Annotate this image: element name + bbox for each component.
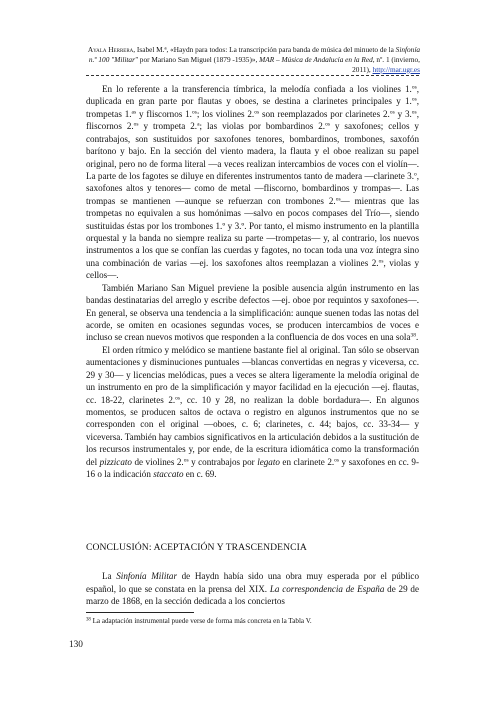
body-paragraph: En lo referente a la transferencia tímbrica, la melodía confiada a los violines 1.$^{os}$, duplicada en gran parte por flautas y oboes, se destina a clarinetes principales y 1.$^{os}$, trompetas 1.$^{as}$ y fliscornos 1.$^{os}$; los violines 2.$^{os}$ son reemplazados por clarinetes 2.$^{os}$ y 3.$^{os}$, fliscornos 2.$^{os}$ y trompeta 2.$^a$; las violas por bombardinos 2.$^{os}$ y saxofones; cellos y contrabajos, son sustituidos por saxofones tenores, bombardinos, trombones, saxofón barítono y bajo. En la sección del viento madera, la flauta y el oboe realizan su papel original, pero no de forma literal —a veces realizan intercambios de voces con el violín—. La parte de los fagotes se diluye en diferentes instrumentos tanto de madera —clarinete 3.$^o$, saxofones altos y tenores— como de metal —fliscorno, bombardinos y trompas—. Las trompas se mantienen —aunque se refuerzan con trombones 2.$^{os}$— mientras que las trompetas no equivalen a sus homónimas —salvo en pocos compases del Trío—, siendo sustituidas éstas por los trombones 1.º y 3.º. Por tanto, el mismo instrumento en la plantilla orquestal y la banda no siempre realiza su parte —trompetas— y, al contrario, los nuevos instrumentos a los que se confían las cuerdas y fagotes, no tocan toda una voz íntegra sino una combinación de varias —ej. los saxofones altos reemplazan a violines 2.$^{os}$, violas y cellos—. [86,84,419,281]
body-paragraph: La Sinfonía Militar de Haydn había sido una obra muy esperada por el público español, lo que se constata en la prensa del XIX. La correspondencia de España de 29 de marzo de 1868, en la sección dedicada a los conciertos [86,571,419,607]
footnote-reference[interactable]: 38 [410,332,416,339]
header-journal: MAR – Música de Andalucía en la Red [257,54,373,64]
footnote-divider [86,612,194,613]
footnote [86,617,419,626]
body-paragraph: También Mariano San Miguel previene la posible ausencia algún instrumento en las bandas destinatarias del arreglo y escribe defectos —ej. oboe por requintos y saxofones—. En general, se observa una tendencia a la simplificación: aunque suenen todas las notas del acorde, se omiten en ocasiones segundas voces, se producen intercambios de voces e incluso se crean nuevos motivos que responden a la confluencia de dos voces en una sola$^{38}$. [86,282,419,343]
running-header [82,45,420,75]
journal-url-link[interactable]: http://mar.ugr.es [372,64,420,74]
section-body [86,570,419,608]
header-issue: , nº. 1 (invierno, 2011), [352,54,420,74]
page-number: 130 [69,640,83,650]
section-heading: CONCLUSIÓN: ACEPTACIÓN Y TRASCENDENCIA [86,542,307,553]
body-paragraph: El orden rítmico y melódico se mantiene bastante fiel al original. Tan sólo se observan aumentaciones y disminuciones puntuales —blancas convertidas en negras y viceversa, cc. 29 y 30— y licencias melódicas, pues a veces se altera ligeramente la melodía original de un instrumento en pro de la simplificación y mayor facilidad en la ejecución —ej. flautas, cc. 18-22, clarinetes 2.$^{os}$, cc. 10 y 28, no realizan la doble bordadura—. En algunos momentos, se producen saltos de octava o registro en algunos instrumentos que no se corresponden con el original —oboes, c. 6; clarinetes, c. 44; bajos, cc. 33-34— y viceversa. También hay cambios significativos en la articulación debidos a la sustitución de los recursos instrumentales y, por ende, de la escritura idiomática como la transformación del pizzicato de violines 2.$^{os}$ y contrabajos por legato en clarinete 2.$^{os}$ y saxofones en cc. 9-16 o la indicación staccato en c. 69. [86,344,419,480]
footnote-text: La adaptación instrumental puede verse de forma más concreta en la Tabla V. [90,617,312,625]
footnote-number: 38 [86,617,91,623]
body-text [86,83,419,481]
header-arranger: por Mariano San Miguel (1879 -1935)», [137,54,258,64]
header-divider [86,75,419,76]
header-author: Ayala Herrera [87,45,134,54]
header-article-title: «Haydn para todos: La transcripción para banda de música del minueto de la [168,45,396,54]
header-symphony-name: Sinfonía n.º 100 "Militar" [88,45,420,64]
header-author-rest: , Isabel M.ª, [133,45,169,54]
